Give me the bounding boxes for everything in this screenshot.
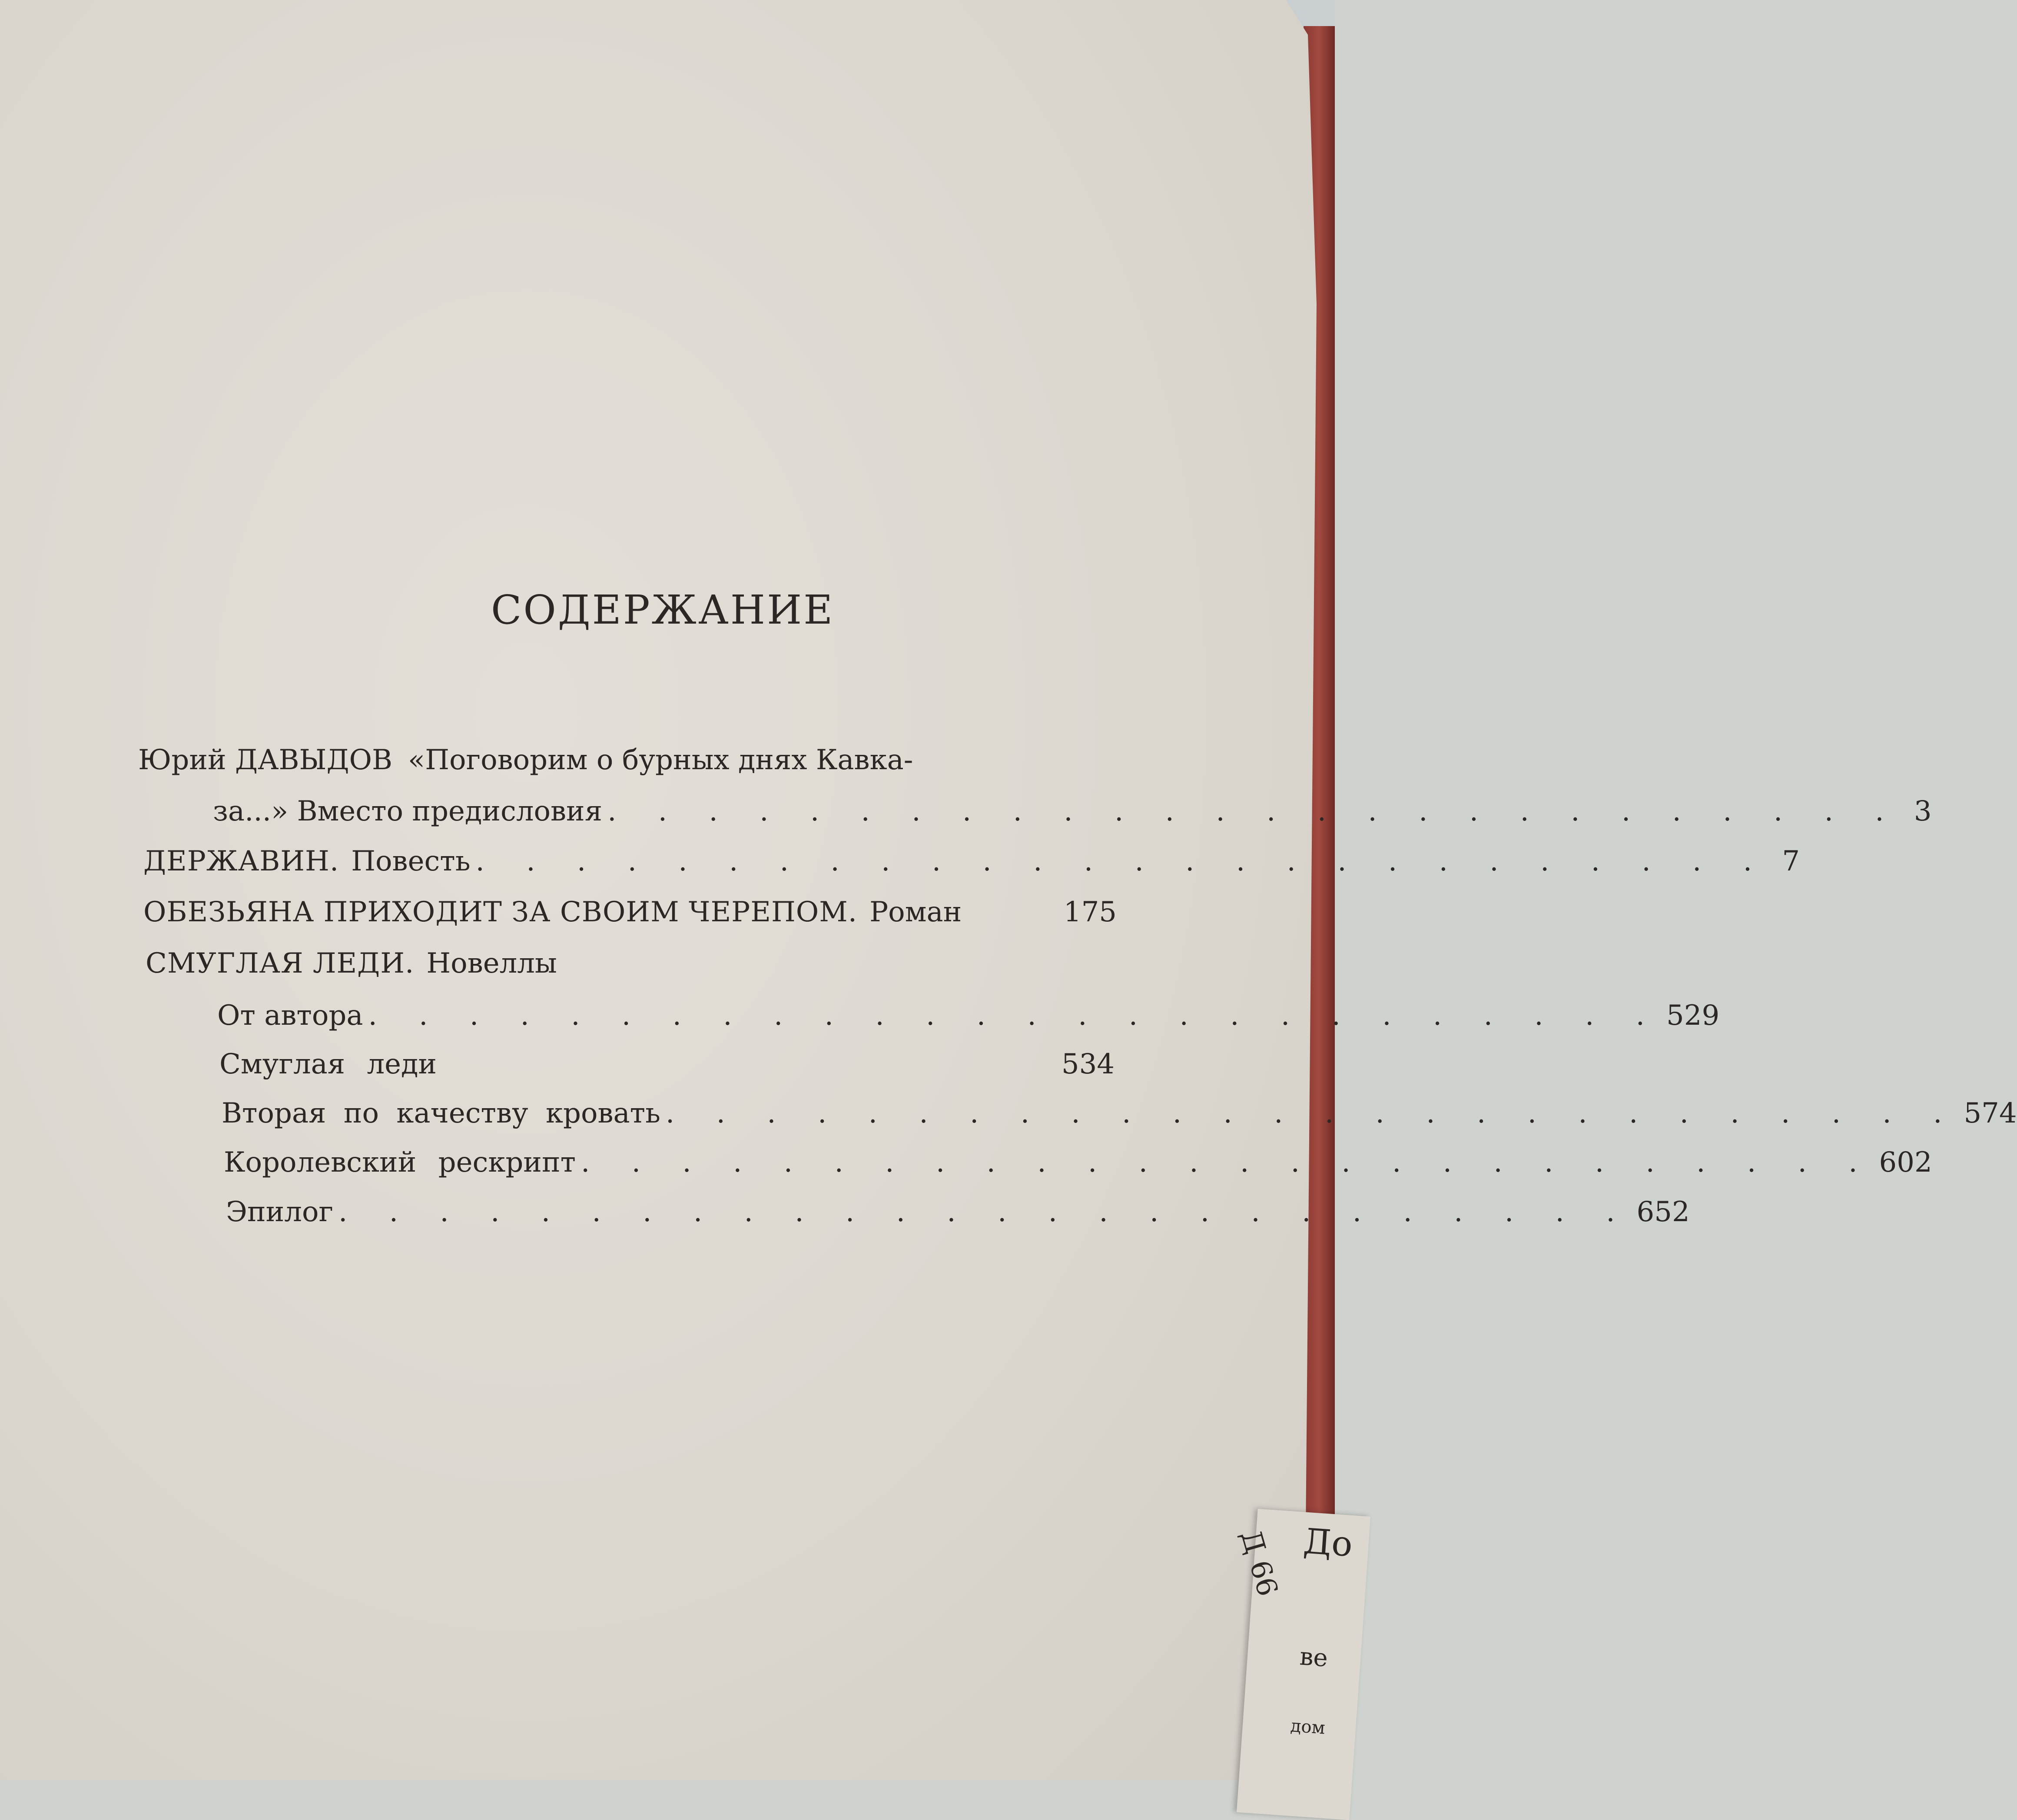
page-number: 3 bbox=[1914, 795, 1932, 827]
dot-leader: . . . . . . . . . . . . . . . . . . . . . . . . . . bbox=[665, 1097, 1959, 1129]
toc-subentry bbox=[217, 1000, 1720, 1032]
dot-leader: . . . . . . . . . . . . . . . . . . . . . . . . . . bbox=[607, 795, 1901, 827]
toc-subentry bbox=[224, 1146, 1932, 1179]
dot-leader: . . . . . . . . . . . . . . . . . . . . . . . . . . bbox=[338, 1196, 1632, 1228]
dot-leader: . . . . . . . . . . . . . . . . . . . . . . . . . . bbox=[581, 1146, 1874, 1179]
entry-subtitle: Роман bbox=[869, 896, 962, 928]
page-number: 7 bbox=[1782, 845, 1800, 877]
subentry-title: Королевский рескрипт bbox=[224, 1146, 576, 1179]
toc-subentry bbox=[226, 1196, 1690, 1228]
toc-entry bbox=[143, 845, 1800, 877]
toc-entry bbox=[143, 896, 1117, 928]
toc-title: СОДЕРЖАНИЕ bbox=[491, 587, 835, 633]
toc-subentry bbox=[222, 1097, 2017, 1129]
entry-title: ДЕРЖАВИН. bbox=[143, 845, 339, 877]
preface-title-line1: «Поговорим о бурных днях Кавка- bbox=[408, 744, 913, 776]
entry-subtitle: Повесть bbox=[351, 845, 471, 877]
page-number: 574 bbox=[1964, 1097, 2017, 1129]
entry-subtitle: Новеллы bbox=[426, 947, 557, 980]
next-page-code: Д 66 bbox=[1234, 1527, 1284, 1600]
preface-author: Юрий ДАВЫДОВ bbox=[138, 744, 393, 776]
entry-title: ОБЕЗЬЯНА ПРИХОДИТ ЗА СВОИМ ЧЕРЕПОМ. bbox=[143, 896, 858, 928]
next-page-word: ве bbox=[1298, 1642, 1329, 1673]
page-number: 534 bbox=[1061, 1048, 1115, 1080]
page-number: 529 bbox=[1666, 1000, 1720, 1032]
subentry-title: Смуглая леди bbox=[219, 1048, 437, 1080]
entry-title: СМУГЛАЯ ЛЕДИ. bbox=[146, 947, 415, 980]
page-number: 602 bbox=[1879, 1146, 1932, 1179]
toc-entry bbox=[146, 947, 797, 980]
next-page-word: дом bbox=[1290, 1716, 1326, 1738]
subentry-title: От автора bbox=[217, 1000, 363, 1032]
toc-preface-line1 bbox=[138, 744, 1033, 776]
preface-title-line2: за...» Вместо предисловия bbox=[213, 795, 603, 827]
dot-leader: . . . . . . . . . . . . . . . . . . . . . . . . . . bbox=[368, 1000, 1661, 1032]
next-page-word: До bbox=[1302, 1521, 1354, 1565]
toc-preface-line2 bbox=[213, 795, 1932, 827]
page-number: 175 bbox=[1063, 896, 1117, 928]
subentry-title: Вторая по качеству кровать bbox=[222, 1097, 660, 1129]
toc-subentry bbox=[219, 1048, 1115, 1080]
page-number: 652 bbox=[1636, 1196, 1690, 1228]
subentry-title: Эпилог bbox=[226, 1196, 333, 1228]
dot-leader: . . . . . . . . . . . . . . . . . . . . . . . . . . bbox=[475, 845, 1769, 877]
